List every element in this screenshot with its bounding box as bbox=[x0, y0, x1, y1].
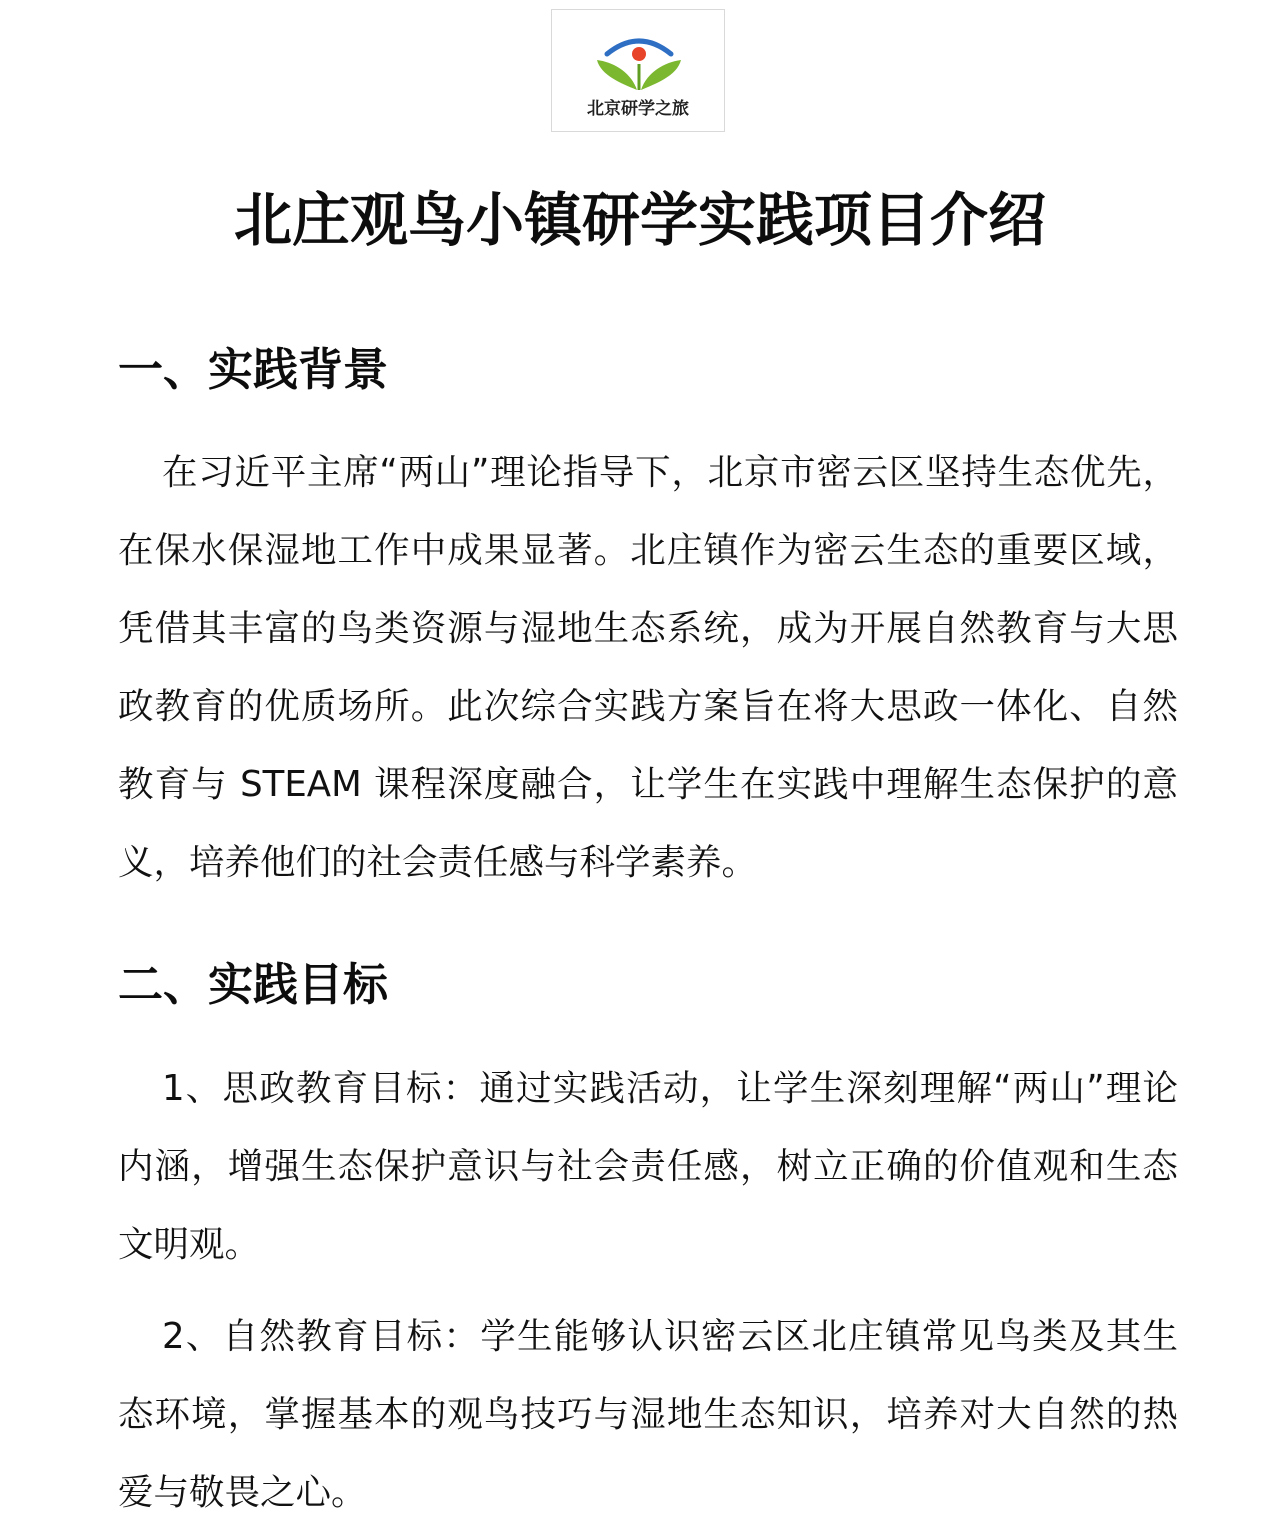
goal-paragraph-nature: 2、自然教育目标：学生能够认识密云区北庄镇常见鸟类及其生态环境，掌握基本的观鸟技巧与湿地生态知识，培养对大自然的热爱与敬畏之心。 bbox=[118, 1316, 1178, 1513]
logo bbox=[551, 9, 725, 132]
section-heading-goals: 二、实践目标 bbox=[118, 958, 389, 1011]
logo-text: 北京研学之旅 bbox=[587, 99, 689, 119]
document-title: 北庄观鸟小镇研学实践项目介绍 bbox=[233, 186, 1046, 254]
section-heading-background: 一、实践背景 bbox=[118, 343, 389, 396]
goal-paragraph-ideology: 1、思政教育目标：通过实践活动，让学生深刻理解“两山”理论内涵，增强生态保护意识与社会责任感，树立正确的价值观和生态文明观。 bbox=[118, 1068, 1178, 1265]
sprout-person-logo-icon bbox=[593, 24, 685, 94]
background-paragraph: 在习近平主席“两山”理论指导下，北京市密云区坚持生态优先，在保水保湿地工作中成果显著。北庄镇作为密云生态的重要区域，凭借其丰富的鸟类资源与湿地生态系统，成为开展自然教育与大思政教育的优质场所。此次综合实践方案旨在将大思政一体化、自然教育与 STEAM 课程深度融合，让学生在实践中理解生态保护的意义，培养他们的社会责任感与科学素养。 bbox=[118, 452, 1178, 883]
